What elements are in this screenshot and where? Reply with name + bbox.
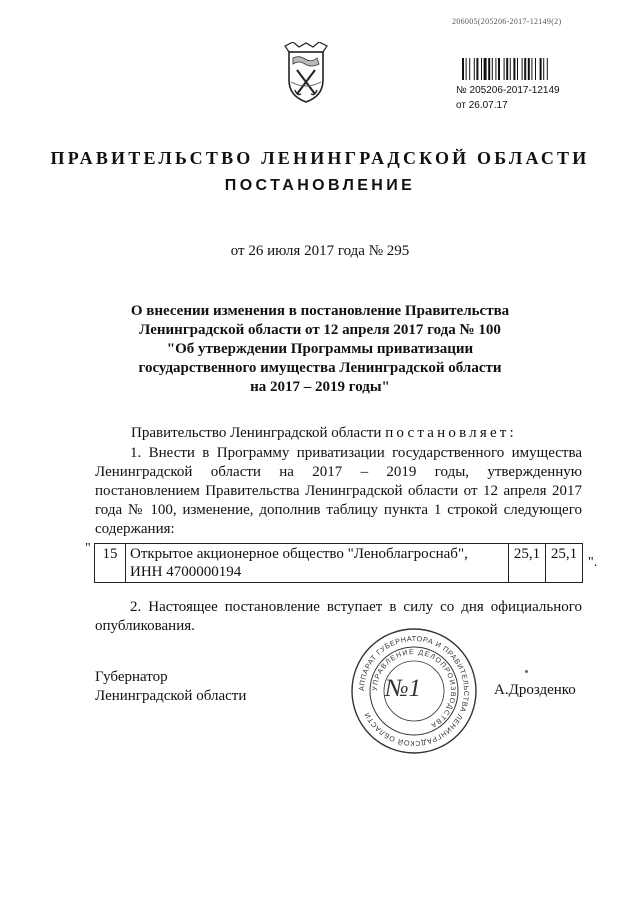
registration-number: № 205206-2017-12149 bbox=[456, 85, 560, 96]
decree-date-number: от 26 июля 2017 года № 295 bbox=[230, 243, 410, 259]
paragraph-2: 2. Настоящее постановление вступает в силу со дня официального опубликования. bbox=[95, 599, 582, 634]
preamble bbox=[131, 425, 517, 442]
seal-number: №1 bbox=[384, 675, 422, 702]
decree-subject bbox=[80, 302, 560, 397]
subject-line: Ленинградской области от 12 апреля 2017 года № 100 bbox=[139, 322, 501, 338]
seal-outer-text: АППАРАТ ГУБЕРНАТОРА И ПРАВИТЕЛЬСТВА ЛЕНИНГРАДСКОЙ ОБЛАСТИ bbox=[356, 633, 472, 749]
preamble-prefix: Правительство Ленинградской области bbox=[131, 425, 386, 441]
share-value-cell: 25,1 bbox=[546, 544, 583, 583]
quote-close-mark: ". bbox=[588, 555, 598, 570]
subject-line: государственного имущества Ленинградской области bbox=[138, 360, 502, 376]
decree-heading: ПОСТАНОВЛЕНИЕ bbox=[224, 177, 416, 194]
subject-line: "Об утверждении Программы приватизации bbox=[166, 341, 474, 357]
table-row bbox=[95, 544, 583, 583]
signatory-title-line: Ленинградской области bbox=[95, 688, 247, 704]
signatory-title-line: Губернатор bbox=[95, 669, 168, 685]
barcode-icon bbox=[462, 58, 580, 80]
signatory-title bbox=[95, 668, 246, 706]
paragraph-1: 1. Внести в Программу приватизации государственного имущества Ленинградской области на 2017 – 2019 годы, утвержденную постановлением Правительства Ленинградской области от 12 апреля 2017 года № 100, изменение, дополнив таблицу пункта 1 строкой следующего содержания: bbox=[95, 445, 582, 537]
coat-of-arms-icon bbox=[283, 42, 329, 104]
registration-date: от 26.07.17 bbox=[456, 100, 508, 111]
quote-open-mark: " bbox=[85, 541, 91, 556]
preamble-decrees: постановляет: bbox=[385, 425, 517, 441]
registration-corner-code: 206005(205206-2017-12149(2) bbox=[452, 17, 562, 26]
subject-line: на 2017 – 2019 годы" bbox=[250, 379, 390, 395]
row-number-cell: 15 bbox=[95, 544, 126, 583]
ink-dot bbox=[525, 670, 528, 673]
signatory-name: А.Дрозденко bbox=[494, 682, 576, 698]
amendment-table bbox=[94, 543, 583, 583]
share-value-cell: 25,1 bbox=[509, 544, 546, 583]
company-name-cell: Открытое акционерное общество "Леноблагроснаб", ИНН 4700000194 bbox=[126, 544, 509, 583]
government-title: ПРАВИТЕЛЬСТВО ЛЕНИНГРАДСКОЙ ОБЛАСТИ bbox=[50, 148, 590, 168]
seal-inner-text: УПРАВЛЕНИЕ ДЕЛОПРОИЗВОДСТВА bbox=[371, 648, 457, 729]
subject-line: О внесении изменения в постановление Правительства bbox=[130, 303, 510, 319]
